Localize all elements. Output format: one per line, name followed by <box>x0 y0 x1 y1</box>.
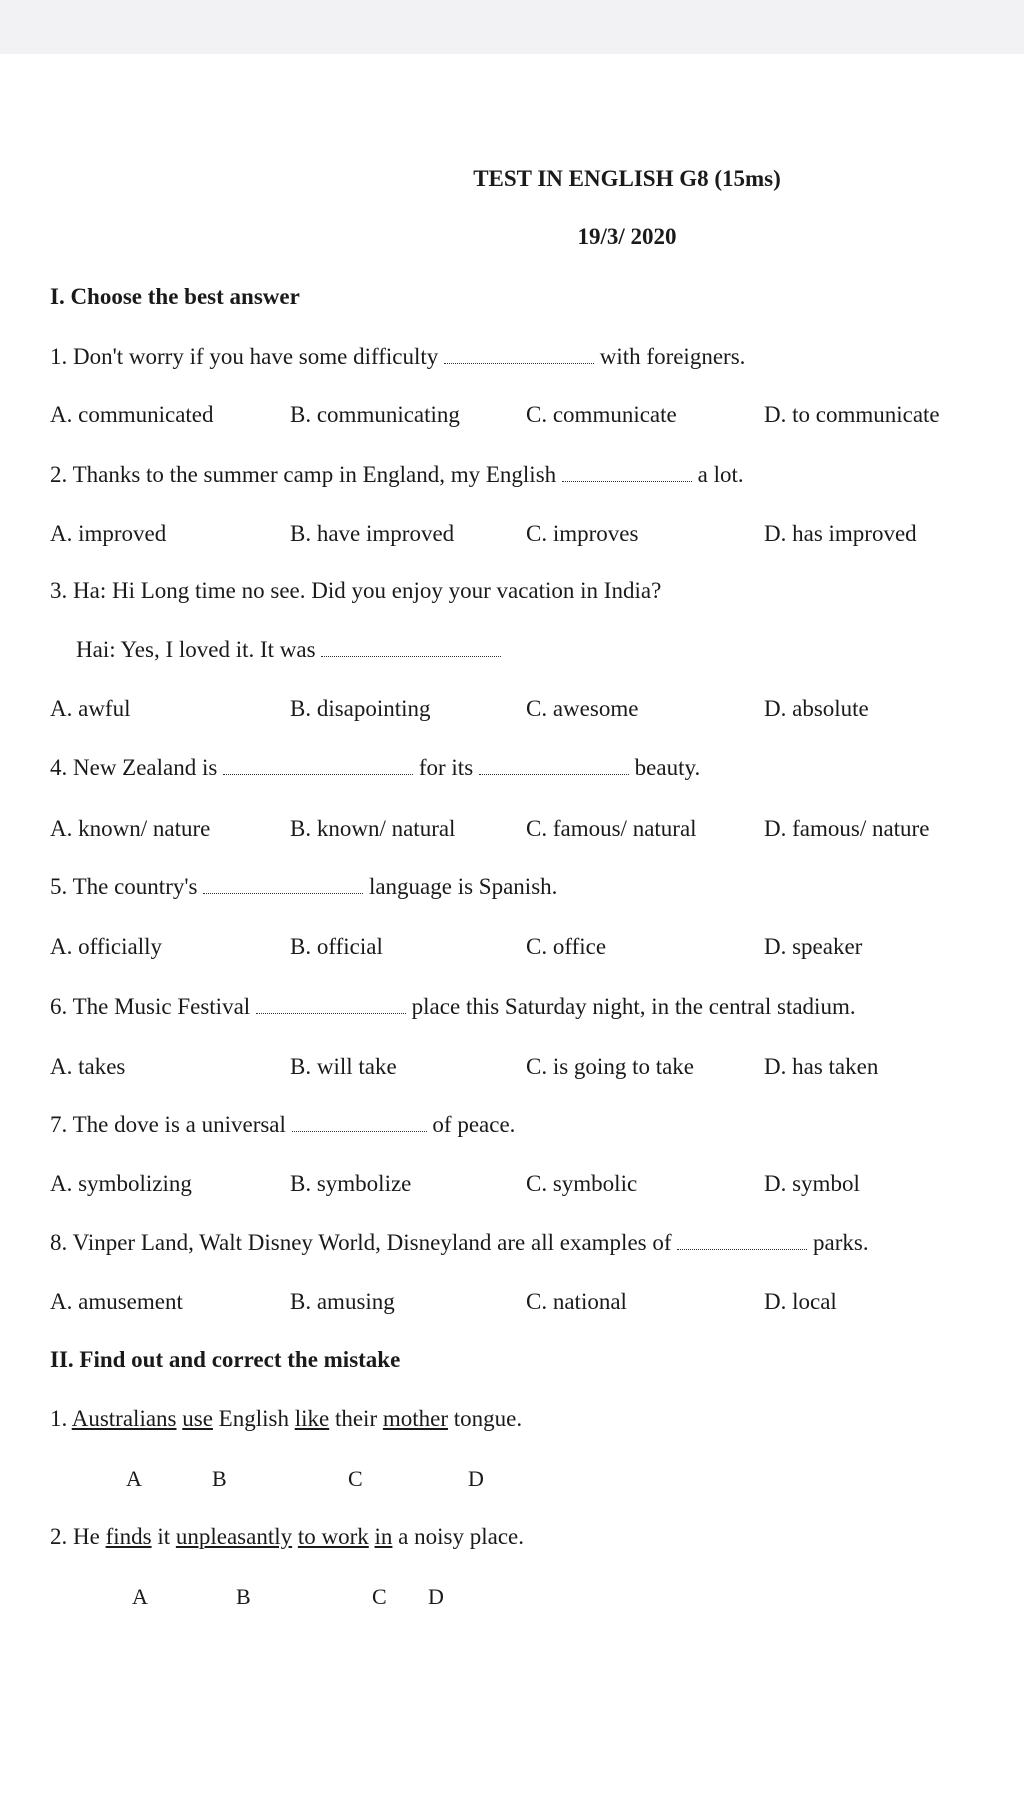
q5-option-c: C. office <box>526 934 607 959</box>
mistake-2-letter-d: D <box>428 1584 444 1609</box>
answer-blank <box>256 997 406 1014</box>
underlined-word-c: to work <box>297 1524 369 1549</box>
q7-option-d: D. symbol <box>764 1171 860 1196</box>
question-1: 1. Don't worry if you have some difficulty with foreigners. <box>50 344 746 369</box>
q2-option-d: D. has improved <box>764 521 917 546</box>
q8-option-b: B. amusing <box>290 1289 395 1314</box>
q4-option-a: A. known/ nature <box>50 816 211 841</box>
underlined-word-a: finds <box>105 1524 152 1549</box>
mistake-2-letter-a: A <box>132 1584 148 1609</box>
question-6: 6. The Music Festival place this Saturday night, in the central stadium. <box>50 994 856 1019</box>
answer-blank <box>562 465 692 482</box>
mistake-1-letter-b: B <box>212 1466 227 1491</box>
mistake-question-2: 2. He finds it unpleasantly to work in a noisy place. <box>50 1524 524 1549</box>
q1-option-b: B. communicating <box>290 402 460 427</box>
question-5: 5. The country's language is Spanish. <box>50 874 558 899</box>
q3-option-c: C. awesome <box>526 696 639 721</box>
mistake-1-letter-a: A <box>126 1466 142 1491</box>
q2-option-b: B. have improved <box>290 521 455 546</box>
answer-blank <box>292 1115 427 1132</box>
underlined-word-d: in <box>374 1524 393 1549</box>
q3-option-a: A. awful <box>50 696 131 721</box>
q6-option-d: D. has taken <box>764 1054 879 1079</box>
answer-blank <box>321 640 501 657</box>
underlined-word-d: mother <box>382 1406 449 1431</box>
test-date: 19/3/ 2020 <box>577 224 677 249</box>
section-2-heading: II. Find out and correct the mistake <box>50 1347 401 1372</box>
q7-option-c: C. symbolic <box>526 1171 638 1196</box>
q7-option-b: B. symbolize <box>290 1171 412 1196</box>
underlined-word-b: use <box>182 1406 213 1431</box>
q1-option-d: D. to communicate <box>764 402 940 427</box>
q4-option-c: C. famous/ natural <box>526 816 697 841</box>
answer-blank <box>203 877 363 894</box>
q6-option-c: C. is going to take <box>526 1054 695 1079</box>
q3-option-b: B. disapointing <box>290 696 431 721</box>
question-8: 8. Vinper Land, Walt Disney World, Disneyland are all examples of parks. <box>50 1230 869 1255</box>
question-2: 2. Thanks to the summer camp in England, my English a lot. <box>50 462 744 487</box>
q8-option-a: A. amusement <box>50 1289 183 1314</box>
test-title: TEST IN ENGLISH G8 (15ms) <box>473 166 781 191</box>
mistake-1-letter-d: D <box>468 1466 484 1491</box>
underlined-word-c: like <box>294 1406 330 1431</box>
top-bar <box>0 0 1024 54</box>
question-3: 3. Ha: Hi Long time no see. Did you enjoy your vacation in India? <box>50 578 662 603</box>
q6-option-b: B. will take <box>290 1054 397 1079</box>
answer-blank <box>677 1233 807 1250</box>
q7-option-a: A. symbolizing <box>50 1171 192 1196</box>
worksheet <box>0 54 1024 1817</box>
mistake-question-1: 1. Australians use English like their mother tongue. <box>50 1406 523 1431</box>
q5-option-d: D. speaker <box>764 934 863 959</box>
mistake-2-letter-c: C <box>372 1584 387 1609</box>
underlined-word-b: unpleasantly <box>175 1524 293 1549</box>
underlined-word-a: Australians <box>71 1406 177 1431</box>
q1-option-a: A. communicated <box>50 402 214 427</box>
section-1-heading: I. Choose the best answer <box>50 284 300 309</box>
answer-blank <box>223 758 413 775</box>
q8-option-c: C. national <box>526 1289 627 1314</box>
answer-blank <box>444 347 594 364</box>
q2-option-a: A. improved <box>50 521 167 546</box>
q5-option-a: A. officially <box>50 934 162 959</box>
mistake-1-letter-c: C <box>348 1466 363 1491</box>
q8-option-d: D. local <box>764 1289 837 1314</box>
question-4: 4. New Zealand is for its beauty. <box>50 755 701 780</box>
q1-option-c: C. communicate <box>526 402 677 427</box>
answer-blank <box>479 758 629 775</box>
question-7: 7. The dove is a universal of peace. <box>50 1112 516 1137</box>
q4-option-d: D. famous/ nature <box>764 816 930 841</box>
q5-option-b: B. official <box>290 934 383 959</box>
question-3-line-2: Hai: Yes, I loved it. It was <box>76 637 501 663</box>
q2-option-c: C. improves <box>526 521 639 546</box>
q6-option-a: A. takes <box>50 1054 126 1079</box>
q4-option-b: B. known/ natural <box>290 816 456 841</box>
mistake-2-letter-b: B <box>236 1584 251 1609</box>
q3-option-d: D. absolute <box>764 696 869 721</box>
